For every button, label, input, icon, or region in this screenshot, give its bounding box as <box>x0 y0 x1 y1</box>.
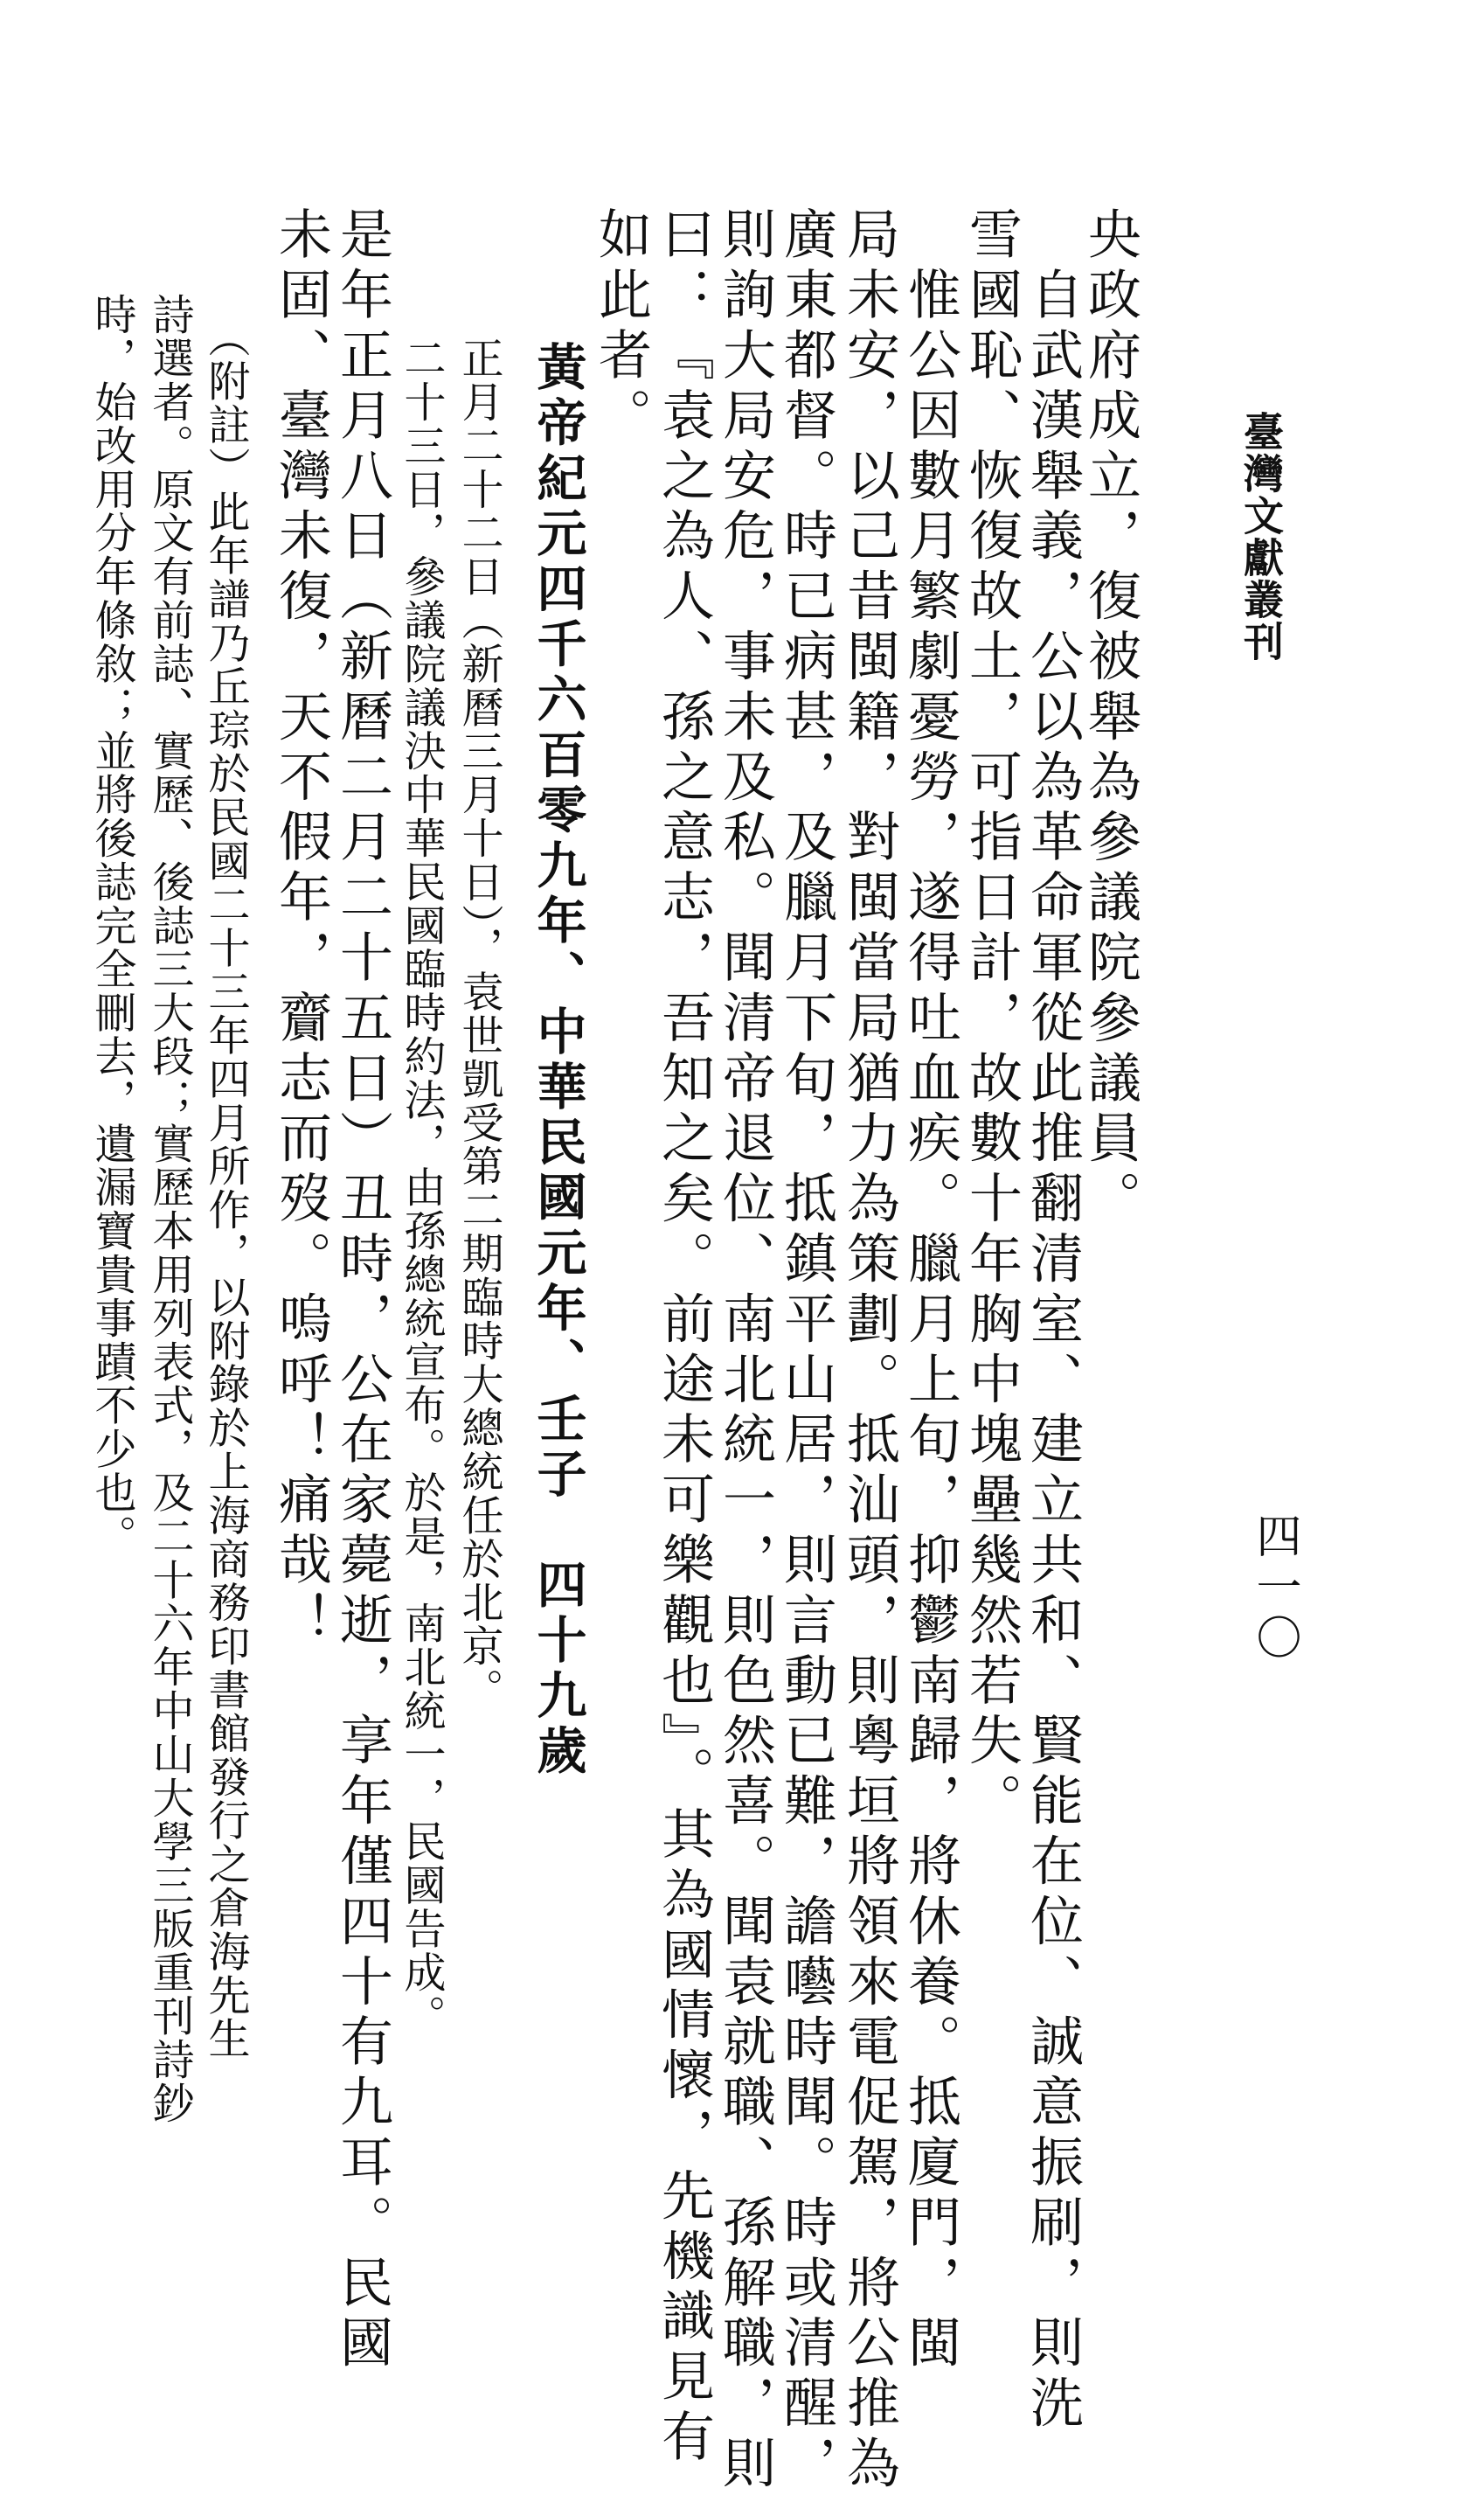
text-column-6: 廣東都督。時已病甚，及臘月下旬，抵鎮平山居，則言動已難，譫囈時聞。時或清醒， <box>775 206 837 2495</box>
text-column-7: 則詢大局安危，事未及私。聞清帝退位、南北統一，則色然喜。聞袁就職、孫解職，則 <box>714 206 776 2495</box>
note-column-1: （附註）此年譜乃丘琮於民國二十三年四月所作，以附錄於上海商務印書館發行之倉海先生 <box>201 293 250 2061</box>
note-column-3: 時，始改用分年條敘；並將後誌完全刪去，遺漏寶貴事蹟不少也。 <box>87 293 136 1559</box>
text-column-11: 未固、臺灣未復，天不假年，齎志而歿。嗚呼！痛哉！ <box>270 206 332 1652</box>
text-column-3: 雪國恥、恢復故土，可指日計，故數十年胸中塊壘幾然若失。 <box>960 206 1023 1833</box>
text-column-5: 局未安，以己昔閩籍，對閩當局猶力為策劃。抵汕頭，則粵垣將領來電促駕，將公推為 <box>838 206 900 2495</box>
text-column-1: 央政府成立，復被舉為參議院參議員。 <box>1079 206 1141 1231</box>
text-column-8: 曰：『袁之為人、孫之意志，吾知之矣。前途未可樂觀也』。其為國情懷，先機識見有 <box>653 206 715 2469</box>
year-heading: 黃帝紀元四千六百零九年、中華民國元年、壬子 四十九歲 <box>529 341 587 1780</box>
text-column-2: 自武漢舉義，公以為革命軍從此推翻清室、建立共和、賢能在位、誠意振刷，則洗 <box>1022 206 1084 2436</box>
text-column-10: 是年正月八日（新曆二月二十五日）丑時，公在家薨逝，享年僅四十有九耳。民國 <box>331 206 393 2375</box>
text-column-4: 惟公因數月繁劇憂勞，遂得吐血疾。臘月上旬，抑鬱南歸，將休養。抵廈門，閩 <box>899 206 961 2375</box>
text-column-9: 如此者。 <box>590 206 652 448</box>
page-number: 四一〇 <box>1248 1512 1300 1664</box>
entry-column-1: 正月二十二日（新曆三月十日），袁世凱受第二期臨時大總統任於北京。 <box>454 293 503 1712</box>
series-title: 臺灣文獻叢刊 <box>1238 411 1285 663</box>
entry-column-2: 二十三日，參議院議決中華民國臨時約法，由孫總統宣布。於是，南北統一，民國告成。 <box>397 293 446 2038</box>
note-column-2: 詩選者。原文有前誌、實歷、後誌三大段；實歷本用列表式，及二十六年中山大學三版重刊詩鈔 <box>145 293 194 2125</box>
